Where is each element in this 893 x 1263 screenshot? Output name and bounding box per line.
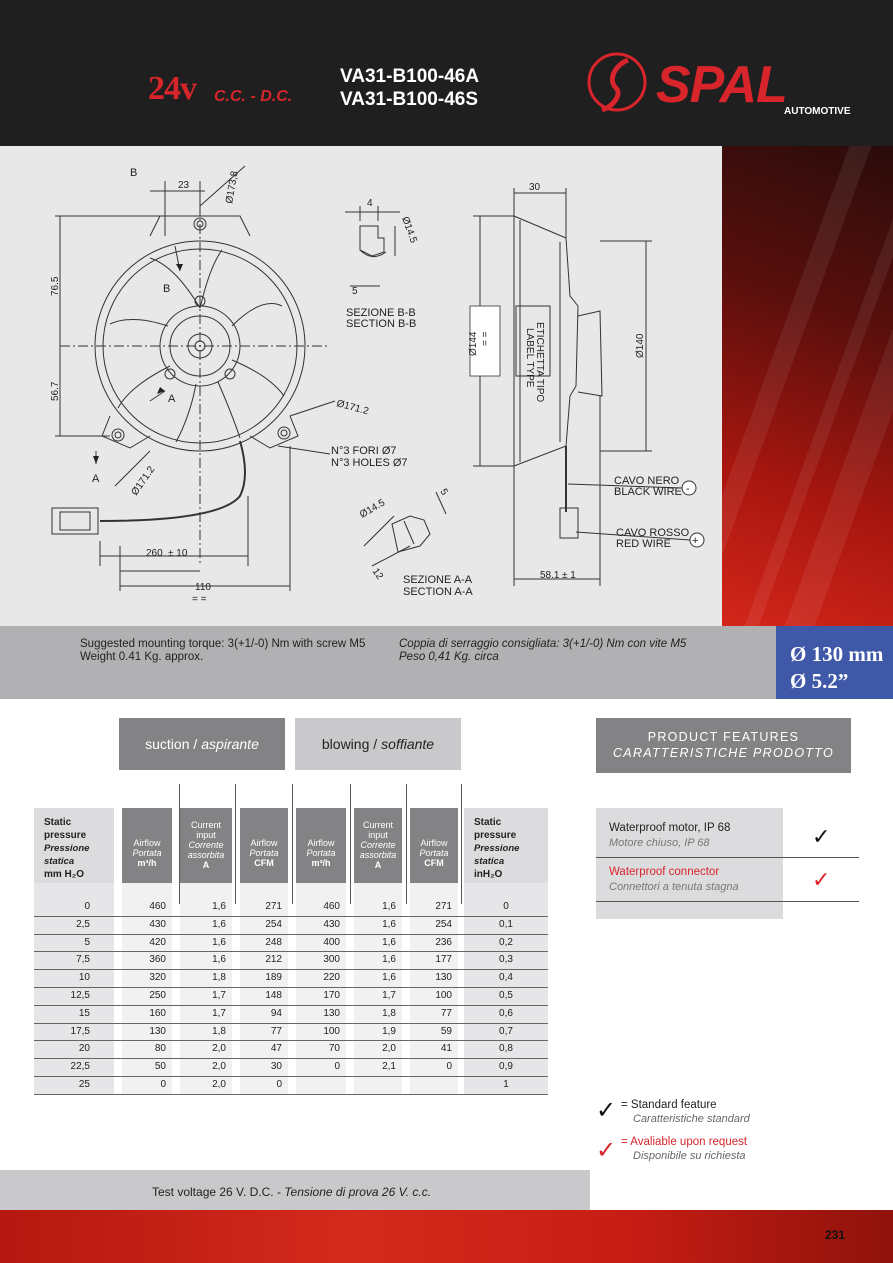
- table-cell: 236: [435, 936, 452, 948]
- dim-d171-right: Ø171.2: [335, 398, 370, 418]
- footer-red-band: [0, 1210, 893, 1263]
- table-cell: 177: [435, 954, 452, 966]
- black-wire-it: CAVO NERO: [614, 475, 680, 487]
- red-wire-en: RED WIRE: [616, 538, 671, 550]
- dim-d171-left: Ø171.2: [129, 464, 158, 498]
- table-cell: [354, 1077, 396, 1093]
- current-type: C.C. - D.C.: [214, 88, 293, 105]
- table-cell: 0: [84, 901, 90, 912]
- table-cell: 10: [78, 972, 90, 984]
- dim-d173: Ø173,8: [224, 170, 241, 205]
- header-airflow-cfm-blowing: Airflow Portata CFM: [410, 808, 458, 883]
- section-bb-en: SECTION B-B: [346, 318, 417, 330]
- sec-aa-dim-d14: Ø14.5: [358, 497, 388, 521]
- table-cell: 0,4: [499, 972, 513, 984]
- table-cell: 420: [149, 936, 166, 948]
- table-cell: 400: [323, 936, 340, 948]
- tab-blowing: blowing / soffiante: [295, 718, 461, 770]
- fan-drawing-svg: [0, 146, 722, 626]
- dim-58-1-tol: ± 1: [562, 570, 576, 581]
- table-cell: 189: [265, 972, 282, 984]
- legend-standard-check-icon: ✓: [596, 1096, 617, 1124]
- product-features-header: PRODUCT FEATURES CARATTERISTICHE PRODOTTO: [596, 718, 851, 773]
- page-header: [0, 0, 893, 146]
- table-cell: 170: [323, 990, 340, 1001]
- black-wire-en: BLACK WIRE: [614, 486, 682, 498]
- dim-58-1: 58.1: [540, 570, 560, 581]
- table-cell: 15: [78, 1007, 90, 1019]
- dim-a-mid: A: [168, 393, 176, 405]
- test-voltage-band: [0, 1170, 590, 1210]
- dim-b-top: B: [130, 167, 138, 179]
- table-cell: 1,7: [382, 990, 396, 1001]
- header-airflow-cfm-suction: Airflow Portata CFM: [240, 808, 288, 883]
- weight-it: Peso 0,41 Kg. circa: [399, 651, 499, 663]
- table-cell: 1,9: [382, 1025, 396, 1037]
- label-type-it: ETICHETTA TIPO: [534, 322, 545, 403]
- technical-drawing: [0, 146, 722, 626]
- table-cell: 250: [149, 990, 166, 1001]
- table-cell: 460: [323, 901, 340, 912]
- table-cell: 50: [154, 1061, 166, 1073]
- table-cell: 1,8: [212, 1025, 226, 1037]
- dim-260: 260: [146, 548, 163, 559]
- table-cell: 1,6: [382, 954, 396, 966]
- table-cell: 7,5: [76, 954, 90, 966]
- page-number: 231: [824, 1228, 845, 1242]
- legend-standard: = Standard feature Caratteristiche standard: [621, 1099, 750, 1125]
- table-cell: 94: [270, 1007, 282, 1019]
- header-static-pressure-mm: Static pressure Pressione statica mm H₂O: [34, 808, 114, 883]
- table-cell: 0: [503, 901, 509, 912]
- torque-en: Suggested mounting torque: 3(+1/-0) Nm with screw M5: [80, 638, 366, 650]
- table-cell: 1,6: [212, 936, 226, 948]
- red-wire-it: CAVO ROSSO: [616, 527, 690, 539]
- table-cell: 1,6: [382, 972, 396, 984]
- diameter-in: Ø 5.2”: [790, 669, 849, 693]
- table-cell: 2,5: [76, 918, 90, 930]
- table-cell: 0: [276, 1079, 282, 1090]
- feature-waterproof-connector: Waterproof connector Connettori a tenuta stagna: [609, 866, 739, 893]
- sec-aa-dim-12: 12: [369, 566, 385, 582]
- feature-waterproof-motor: Waterproof motor, IP 68 Motore chiuso, IP 68: [609, 822, 731, 849]
- table-cell: 22,5: [70, 1061, 90, 1073]
- table-cell: 80: [154, 1043, 166, 1055]
- info-english: [80, 638, 365, 664]
- table-cell: 2,1: [382, 1061, 396, 1073]
- header-current-suction: Current input Corrente assorbita A: [180, 808, 232, 883]
- holes-label-it: N°3 FORI Ø7: [331, 445, 397, 457]
- standard-check-icon: ✓: [812, 825, 831, 850]
- table-cell: 2,0: [382, 1043, 396, 1055]
- table-cell: 0,1: [499, 918, 513, 930]
- brand-name: SPAL: [656, 56, 787, 114]
- model-code-s: VA31-B100-46S: [340, 89, 479, 110]
- section-aa-en: SECTION A-A: [403, 586, 473, 598]
- table-cell: 47: [270, 1043, 282, 1055]
- table-cell: 271: [435, 901, 452, 912]
- header-static-pressure-in: Static pressure Pressione statica inH₂O: [464, 808, 548, 883]
- table-cell: 254: [435, 918, 452, 930]
- dim-110: 110: [195, 582, 211, 593]
- table-cell: 2,0: [212, 1079, 226, 1090]
- dim-30: 30: [529, 182, 541, 193]
- table-cell: 1,6: [382, 918, 396, 930]
- dim-260-tol: ± 10: [168, 548, 188, 559]
- table-cell: 430: [323, 918, 340, 930]
- on-request-check-icon: ✓: [812, 868, 831, 893]
- table-cell: 300: [323, 954, 340, 966]
- table-cell: 248: [265, 936, 282, 948]
- header-airflow-m3h-blowing: Airflow Portata m³/h: [296, 808, 346, 883]
- legend-on-request: = Avaliable upon request Disponibile su richiesta: [621, 1136, 748, 1162]
- table-cell: 212: [265, 954, 282, 966]
- weight-en: Weight 0.41 Kg. approx.: [80, 651, 204, 663]
- table-cell: 1,7: [212, 990, 226, 1001]
- table-cell: 0,6: [499, 1007, 513, 1019]
- table-cell: 0: [446, 1061, 452, 1073]
- table-cell: 0,3: [499, 954, 513, 966]
- table-cell: 460: [149, 901, 166, 912]
- table-cell: 1,6: [382, 901, 396, 912]
- table-cell: 1,6: [212, 901, 226, 912]
- sec-aa-dim-5: 5: [437, 487, 450, 498]
- table-cell: 360: [149, 954, 166, 966]
- table-cell: 254: [265, 918, 282, 930]
- plus-sign: +: [692, 535, 699, 547]
- table-cell: 1,6: [212, 954, 226, 966]
- sec-bb-dim-d14: Ø14.5: [399, 215, 419, 245]
- spal-logo: [584, 50, 864, 120]
- sec-bb-dim-5: 5: [352, 286, 358, 297]
- torque-it: Coppia di serraggio consigliata: 3(+1/-0) Nm con vite M5: [399, 638, 687, 650]
- table-cell: 100: [323, 1025, 340, 1037]
- table-cell: 1,7: [212, 1007, 226, 1019]
- test-voltage-en: Test voltage 26 V. D.C. -: [152, 1185, 281, 1199]
- table-cell: 1: [503, 1079, 509, 1090]
- tab-suction: suction / aspirante: [119, 718, 285, 770]
- diameter-mm: Ø 130 mm: [790, 642, 884, 666]
- table-cell: 0: [160, 1079, 166, 1090]
- table-cell: 320: [149, 972, 166, 984]
- dim-110-eq: = =: [192, 594, 207, 605]
- table-cell: 0,7: [499, 1025, 513, 1037]
- table-cell: 220: [323, 972, 340, 984]
- test-voltage-it: Tensione di prova 26 V. c.c.: [284, 1185, 432, 1199]
- table-cell: 5: [84, 936, 90, 948]
- table-cell: 148: [265, 990, 282, 1001]
- legend-request-check-icon: ✓: [596, 1136, 617, 1164]
- table-cell: 0,2: [499, 936, 513, 948]
- dim-d144-eq: = =: [480, 331, 491, 346]
- table-cell: 2,0: [212, 1043, 226, 1055]
- header-current-blowing: Current input Corrente assorbita A: [354, 808, 402, 883]
- table-cell: [296, 1077, 340, 1093]
- minus-sign: -: [686, 483, 690, 495]
- table-cell: 77: [440, 1007, 452, 1019]
- table-cell: 30: [270, 1061, 282, 1073]
- table-cell: 41: [440, 1043, 452, 1055]
- table-cell: 1,6: [212, 918, 226, 930]
- brand-subtitle: AUTOMOTIVE: [784, 106, 851, 117]
- table-cell: 1,8: [382, 1007, 396, 1019]
- dim-d144: Ø144: [468, 331, 479, 356]
- feature-divider: [596, 857, 859, 858]
- table-cell: 100: [435, 990, 452, 1001]
- table-cell: 1,8: [212, 972, 226, 984]
- section-aa-it: SEZIONE A-A: [403, 574, 473, 586]
- dim-a-low: A: [92, 473, 100, 485]
- table-cell: 130: [435, 972, 452, 984]
- row-divider: [34, 1094, 548, 1095]
- table-cell: 130: [149, 1025, 166, 1037]
- table-cell: 0: [334, 1061, 340, 1073]
- table-cell: 430: [149, 918, 166, 930]
- table-cell: 0,8: [499, 1043, 513, 1055]
- table-cell: 1,6: [382, 936, 396, 948]
- label-type-en: LABEL TYPE: [524, 328, 535, 388]
- mounting-info-band: [0, 626, 776, 699]
- dim-d140: Ø140: [635, 333, 646, 358]
- table-cell: 2,0: [212, 1061, 226, 1073]
- table-cell: 17,5: [70, 1025, 90, 1037]
- table-cell: 0,5: [499, 990, 513, 1001]
- holes-label-en: N°3 HOLES Ø7: [331, 457, 408, 469]
- dim-b-mid: B: [163, 283, 171, 295]
- table-cell: 130: [323, 1007, 340, 1019]
- sec-bb-dim-4: 4: [367, 198, 373, 209]
- section-bb-it: SEZIONE B-B: [346, 307, 416, 319]
- table-cell: 271: [265, 901, 282, 912]
- dim-23: 23: [178, 180, 190, 191]
- table-cell: 25: [78, 1079, 90, 1090]
- table-cell: 70: [328, 1043, 340, 1055]
- header-airflow-m3h-suction: Airflow Portata m³/h: [122, 808, 172, 883]
- decorative-red-panel: [722, 146, 893, 626]
- dim-76-5: 76.5: [50, 276, 61, 296]
- table-cell: 20: [78, 1043, 90, 1055]
- table-cell: 12,5: [70, 990, 90, 1001]
- info-italian: [399, 638, 686, 664]
- dim-56-7: 56.7: [50, 381, 61, 401]
- table-cell: [410, 1077, 452, 1093]
- feature-divider: [596, 901, 859, 902]
- table-cell: 77: [270, 1025, 282, 1037]
- voltage: 24v: [148, 70, 196, 107]
- table-cell: 0,9: [499, 1061, 513, 1073]
- table-cell: 59: [440, 1025, 452, 1037]
- diameter-badge: [776, 626, 893, 699]
- table-cell: 160: [149, 1007, 166, 1019]
- model-code-a: VA31-B100-46A: [340, 66, 480, 87]
- performance-table: [34, 784, 548, 1094]
